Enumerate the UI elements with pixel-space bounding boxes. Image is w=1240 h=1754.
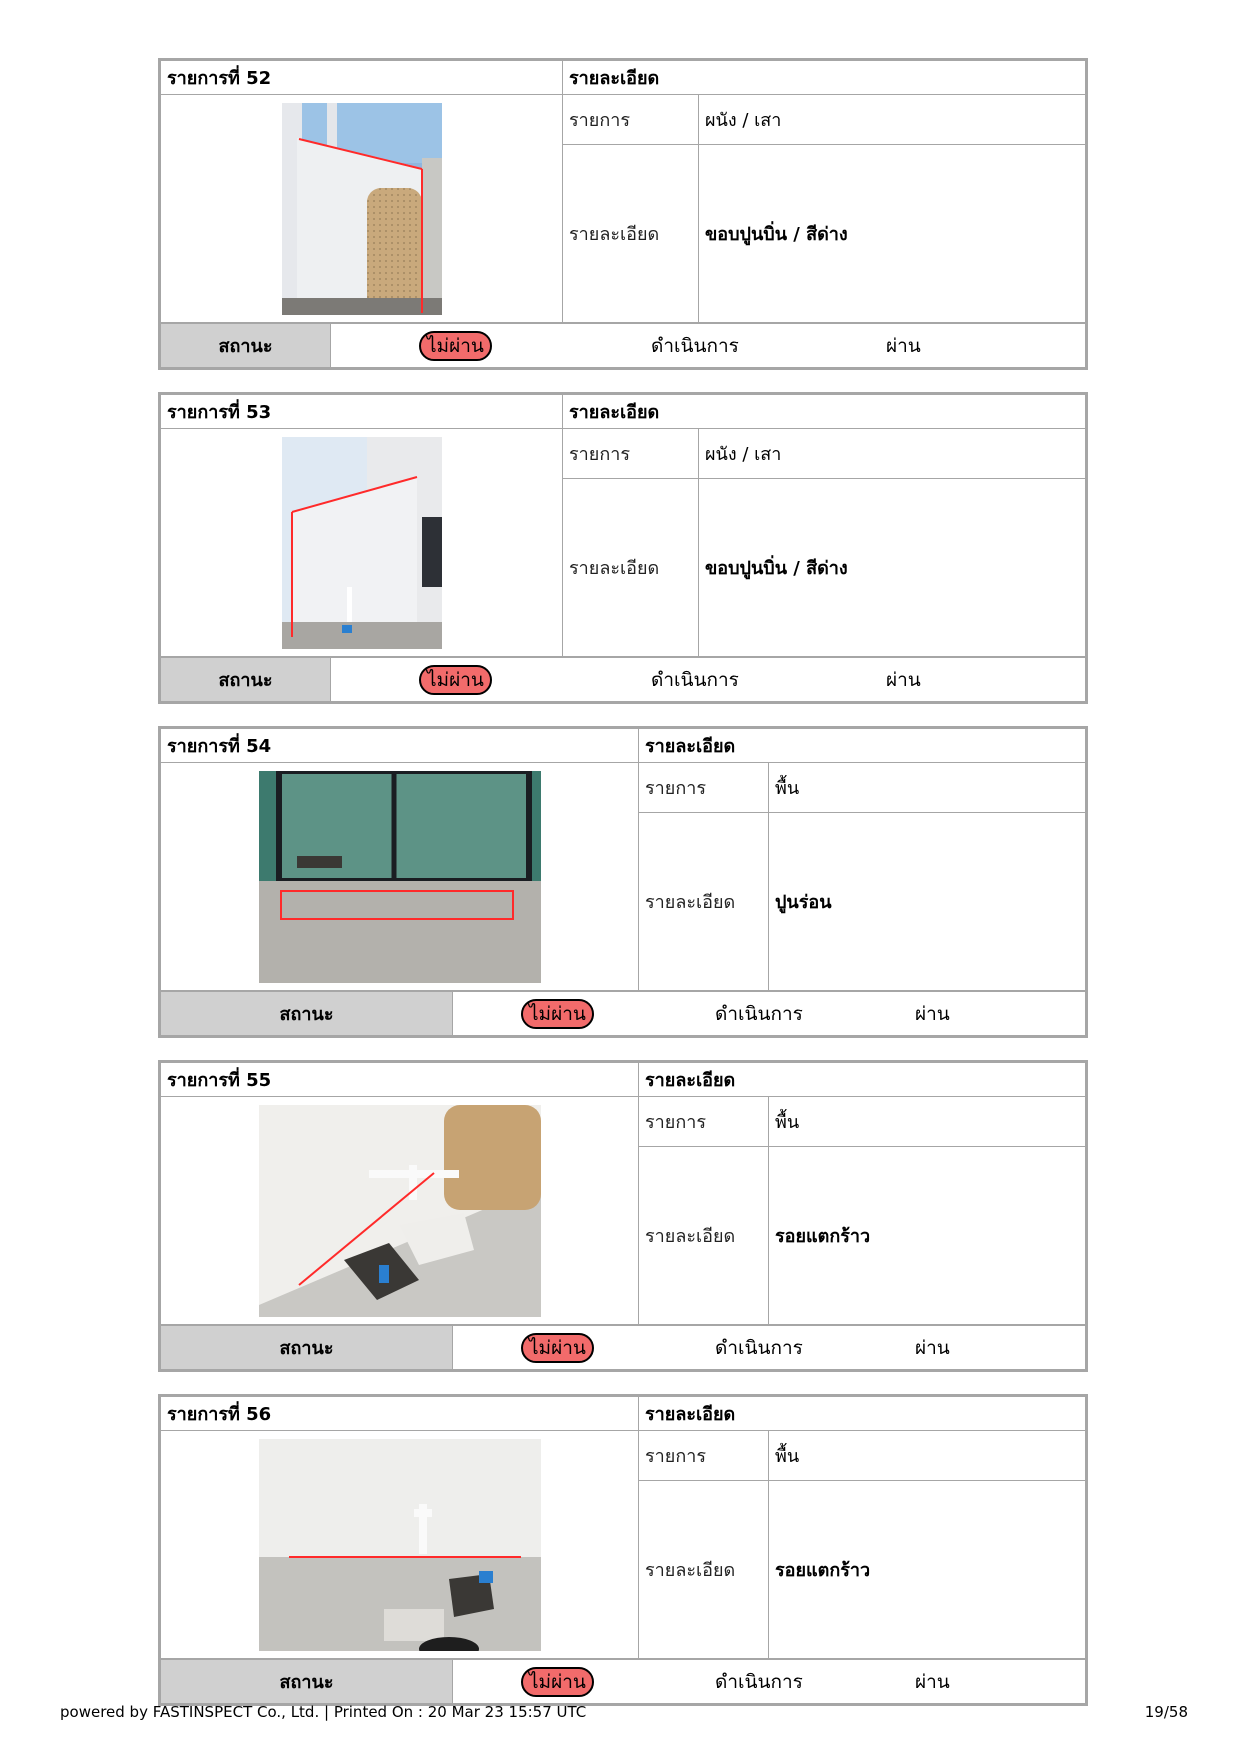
status-fail-badge[interactable]: ไม่ผ่าน [521, 1333, 594, 1363]
status-pass[interactable]: ผ่าน [915, 1670, 950, 1693]
item-detail: ขอบปูนบิ่น / สีด่าง [699, 479, 1086, 657]
status-options [453, 992, 1086, 1036]
inspection-photo [282, 437, 442, 649]
detail-header: รายละเอียด [639, 1397, 1086, 1431]
item-category: พื้น [769, 1431, 1086, 1481]
status-fail-badge[interactable]: ไม่ผ่าน [521, 1667, 594, 1697]
inspection-card-56 [158, 1394, 1088, 1706]
inspection-photo [282, 103, 442, 315]
photo-cell [161, 1431, 639, 1659]
status-in-progress[interactable]: ดำเนินการ [715, 1336, 803, 1359]
item-category: พื้น [769, 763, 1086, 813]
status-label: สถานะ [161, 1660, 453, 1704]
status-label: สถานะ [161, 658, 331, 702]
inspection-photo [259, 771, 541, 983]
item-detail: ขอบปูนบิ่น / สีด่าง [699, 145, 1086, 323]
detail-label: รายละเอียด [639, 1147, 769, 1325]
item-title: รายการที่ 53 [161, 395, 563, 429]
detail-header: รายละเอียด [639, 1063, 1086, 1097]
item-category: พื้น [769, 1097, 1086, 1147]
status-options [331, 658, 1086, 702]
item-detail: รอยแตกร้าว [769, 1147, 1086, 1325]
item-label: รายการ [639, 763, 769, 813]
item-label: รายการ [639, 1431, 769, 1481]
item-category: ผนัง / เสา [699, 429, 1086, 479]
item-label: รายการ [639, 1097, 769, 1147]
inspection-card-54 [158, 726, 1088, 1038]
photo-cell [161, 95, 563, 323]
status-pass[interactable]: ผ่าน [915, 1002, 950, 1025]
footer-powered-by: powered by FASTINSPECT Co., Ltd. | Printed On : 20 Mar 23 15:57 UTC [60, 1703, 587, 1721]
photo-cell [161, 429, 563, 657]
status-fail-badge[interactable]: ไม่ผ่าน [521, 999, 594, 1029]
detail-header: รายละเอียด [563, 61, 1086, 95]
item-label: รายการ [563, 429, 699, 479]
status-pass[interactable]: ผ่าน [886, 668, 921, 691]
inspection-card-52 [158, 58, 1088, 370]
inspection-card-53 [158, 392, 1088, 704]
status-in-progress[interactable]: ดำเนินการ [651, 668, 739, 691]
status-label: สถานะ [161, 1326, 453, 1370]
detail-label: รายละเอียด [639, 1481, 769, 1659]
item-label: รายการ [563, 95, 699, 145]
status-in-progress[interactable]: ดำเนินการ [651, 334, 739, 357]
status-options [453, 1326, 1086, 1370]
item-title: รายการที่ 52 [161, 61, 563, 95]
inspection-card-55 [158, 1060, 1088, 1372]
status-label: สถานะ [161, 992, 453, 1036]
status-in-progress[interactable]: ดำเนินการ [715, 1670, 803, 1693]
status-options [331, 324, 1086, 368]
detail-label: รายละเอียด [563, 145, 699, 323]
item-title: รายการที่ 56 [161, 1397, 639, 1431]
photo-cell [161, 1097, 639, 1325]
item-detail: ปูนร่อน [769, 813, 1086, 991]
item-category: ผนัง / เสา [699, 95, 1086, 145]
item-detail: รอยแตกร้าว [769, 1481, 1086, 1659]
inspection-photo [259, 1439, 541, 1651]
detail-label: รายละเอียด [563, 479, 699, 657]
status-in-progress[interactable]: ดำเนินการ [715, 1002, 803, 1025]
status-pass[interactable]: ผ่าน [915, 1336, 950, 1359]
detail-header: รายละเอียด [639, 729, 1086, 763]
inspection-photo [259, 1105, 541, 1317]
item-title: รายการที่ 55 [161, 1063, 639, 1097]
status-fail-badge[interactable]: ไม่ผ่าน [419, 331, 492, 361]
detail-header: รายละเอียด [563, 395, 1086, 429]
detail-label: รายละเอียด [639, 813, 769, 991]
status-fail-badge[interactable]: ไม่ผ่าน [419, 665, 492, 695]
status-options [453, 1660, 1086, 1704]
page-number: 19/58 [1144, 1703, 1188, 1721]
status-label: สถานะ [161, 324, 331, 368]
photo-cell [161, 763, 639, 991]
item-title: รายการที่ 54 [161, 729, 639, 763]
status-pass[interactable]: ผ่าน [886, 334, 921, 357]
